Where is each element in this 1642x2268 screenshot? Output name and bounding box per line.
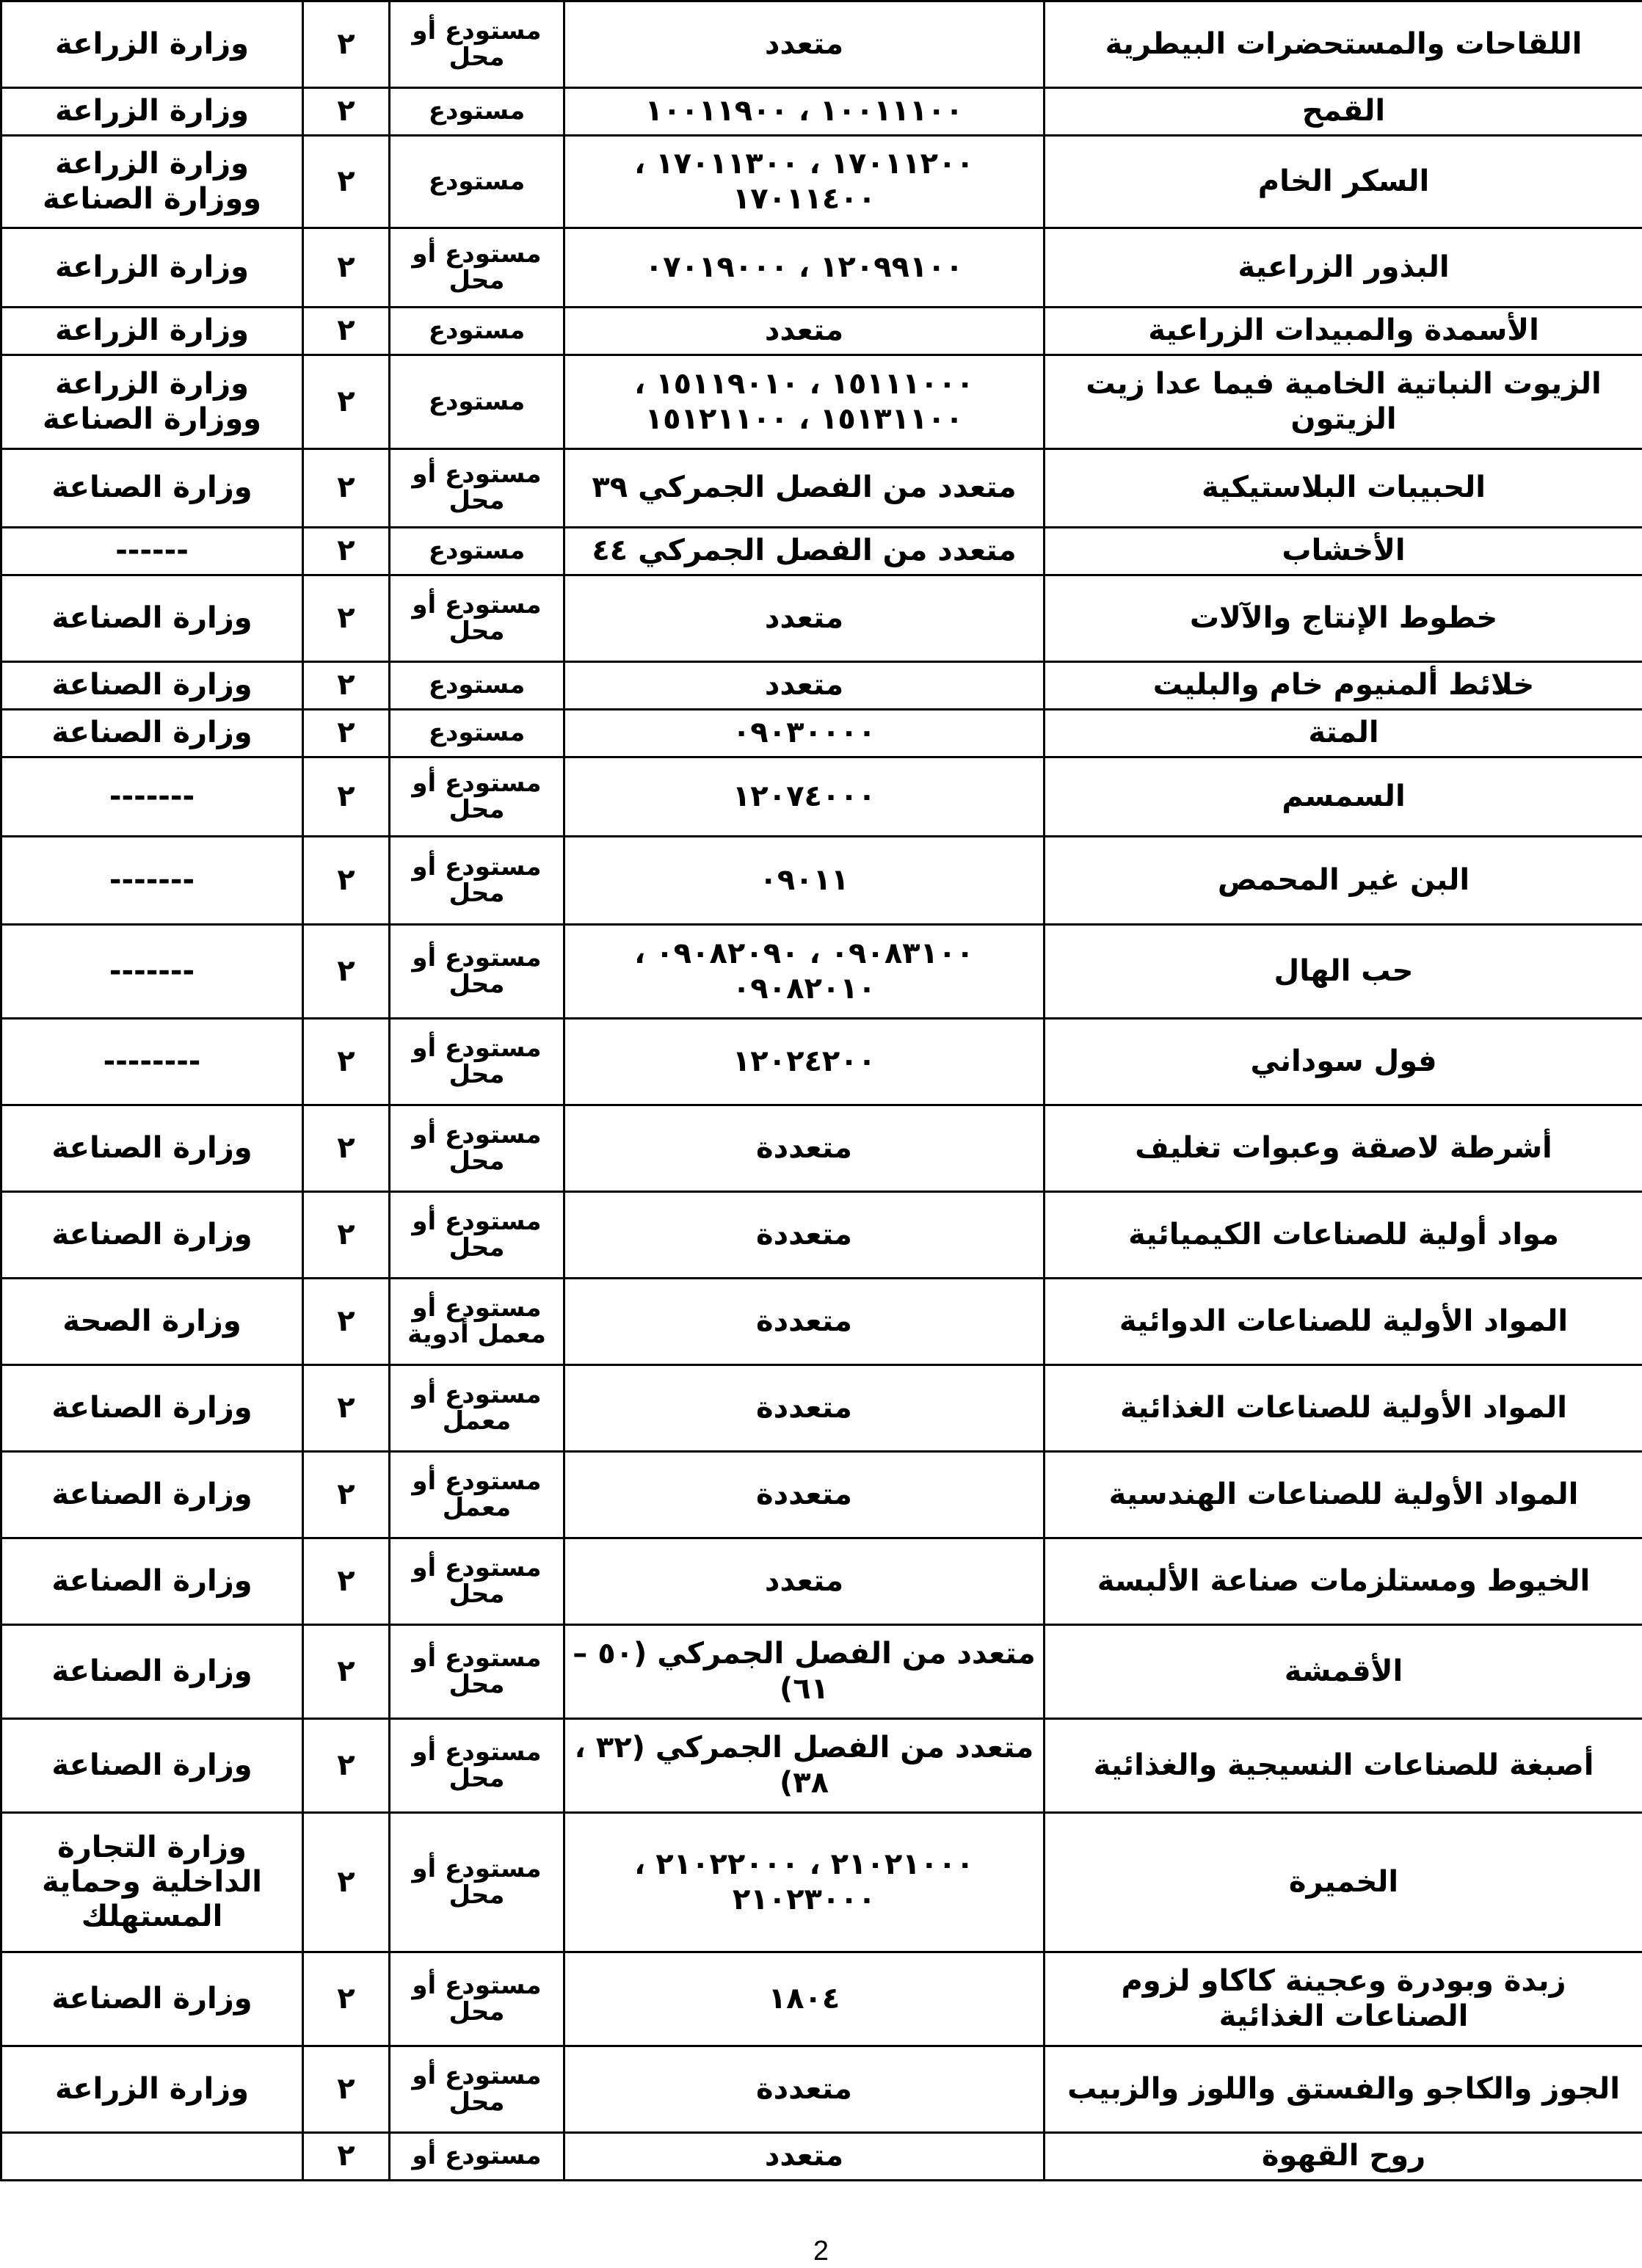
- category-cell: ٢: [303, 662, 390, 710]
- location-cell: مستودع أو محل: [390, 1625, 564, 1719]
- authority-cell: وزارة الصناعة: [1, 1365, 303, 1452]
- category-cell: ٢: [303, 837, 390, 925]
- tariff-code-cell: متعدد: [564, 1, 1045, 88]
- location-cell: مستودع أو محل: [390, 925, 564, 1019]
- category-cell: ٢: [303, 308, 390, 355]
- authority-cell: -------: [1, 837, 303, 925]
- item-cell: أصبغة للصناعات النسيجية والغذائية: [1045, 1719, 1642, 1813]
- item-cell: الزيوت النباتية الخامية فيما عدا زيت الزيتون: [1045, 355, 1642, 449]
- tariff-code-cell: ١٢٠٧٤٠٠٠: [564, 757, 1045, 837]
- tariff-code-cell: متعدد: [564, 575, 1045, 662]
- location-cell: مستودع أو معمل: [390, 1365, 564, 1452]
- table-row: [1, 2133, 1642, 2181]
- location-cell: مستودع أو: [390, 2133, 564, 2181]
- category-cell: ٢: [303, 757, 390, 837]
- tariff-code-cell: ١٥١١١٠٠٠ ، ١٥١١٩٠١٠ ، ١٥١٣١١٠٠ ، ١٥١٢١١٠٠: [564, 355, 1045, 449]
- authority-cell: وزارة الصناعة: [1, 1452, 303, 1538]
- tariff-code-cell: متعددة: [564, 1452, 1045, 1538]
- category-cell: ٢: [303, 1, 390, 88]
- authority-cell: وزارة الصناعة: [1, 1105, 303, 1192]
- item-cell: مواد أولية للصناعات الكيميائية: [1045, 1192, 1642, 1279]
- table-row: [1, 136, 1642, 228]
- item-cell: اللقاحات والمستحضرات البيطرية: [1045, 1, 1642, 88]
- location-cell: مستودع أو محل: [390, 1719, 564, 1813]
- location-cell: مستودع أو محل: [390, 757, 564, 837]
- item-cell: المواد الأولية للصناعات الهندسية: [1045, 1452, 1642, 1538]
- item-cell: المتة: [1045, 710, 1642, 757]
- authority-cell: وزارة الزراعة: [1, 88, 303, 136]
- category-cell: ٢: [303, 575, 390, 662]
- table-row: [1, 1365, 1642, 1452]
- table-row: [1, 528, 1642, 575]
- authority-cell: وزارة التجارة الداخلية وحماية المستهلك: [1, 1813, 303, 1952]
- authority-cell: وزارة الصناعة: [1, 1538, 303, 1625]
- table-row: [1, 1279, 1642, 1365]
- category-cell: ٢: [303, 2046, 390, 2133]
- item-cell: أشرطة لاصقة وعبوات تغليف: [1045, 1105, 1642, 1192]
- category-cell: ٢: [303, 1538, 390, 1625]
- location-cell: مستودع: [390, 88, 564, 136]
- tariff-code-cell: متعددة: [564, 2046, 1045, 2133]
- tariff-code-cell: ٠٩٠٣٠٠٠٠: [564, 710, 1045, 757]
- item-cell: الخميرة: [1045, 1813, 1642, 1952]
- authority-cell: وزارة الزراعة: [1, 308, 303, 355]
- table-row: [1, 1952, 1642, 2046]
- category-cell: ٢: [303, 1365, 390, 1452]
- tariff-code-cell: متعدد من الفصل الجمركي (٥٠ – ٦١): [564, 1625, 1045, 1719]
- location-cell: مستودع أو محل: [390, 1192, 564, 1279]
- category-cell: ٢: [303, 710, 390, 757]
- table-row: [1, 1192, 1642, 1279]
- location-cell: مستودع أو محل: [390, 1952, 564, 2046]
- tariff-code-cell: متعددة: [564, 1279, 1045, 1365]
- table-row: [1, 662, 1642, 710]
- table-row: [1, 308, 1642, 355]
- tariff-code-cell: متعددة: [564, 1105, 1045, 1192]
- table-row: [1, 575, 1642, 662]
- tariff-code-cell: متعددة: [564, 1365, 1045, 1452]
- table-row: [1, 1452, 1642, 1538]
- category-cell: ٢: [303, 1105, 390, 1192]
- table-row: [1, 837, 1642, 925]
- tariff-code-cell: متعددة: [564, 1192, 1045, 1279]
- authority-cell: --------: [1, 1019, 303, 1105]
- tariff-code-cell: ١٢٠٩٩١٠٠ ، ٠٧٠١٩٠٠٠: [564, 228, 1045, 308]
- tariff-code-cell: متعدد من الفصل الجمركي (٣٢ ، ٣٨): [564, 1719, 1045, 1813]
- tariff-code-cell: ٠٩٠١١: [564, 837, 1045, 925]
- authority-cell: وزارة الصناعة: [1, 1952, 303, 2046]
- item-cell: فول سوداني: [1045, 1019, 1642, 1105]
- table-row: [1, 925, 1642, 1019]
- table-row: [1, 1105, 1642, 1192]
- tariff-code-cell: ١٨٠٤: [564, 1952, 1045, 2046]
- page-number: 2: [813, 2236, 829, 2267]
- table-row: [1, 1538, 1642, 1625]
- table-row: [1, 228, 1642, 308]
- item-cell: حب الهال: [1045, 925, 1642, 1019]
- authority-cell: وزارة الصناعة: [1, 1625, 303, 1719]
- category-cell: ٢: [303, 136, 390, 228]
- location-cell: مستودع أو محل: [390, 449, 564, 528]
- tariff-code-cell: ١٢٠٢٤٢٠٠: [564, 1019, 1045, 1105]
- tariff-code-cell: متعدد من الفصل الجمركي ٣٩: [564, 449, 1045, 528]
- authority-cell: [1, 2133, 303, 2181]
- item-cell: خلائط ألمنيوم خام والبليت: [1045, 662, 1642, 710]
- table-row: [1, 1625, 1642, 1719]
- authority-cell: ------: [1, 528, 303, 575]
- tariff-code-cell: متعدد: [564, 2133, 1045, 2181]
- authority-cell: وزارة الصناعة: [1, 575, 303, 662]
- authority-cell: وزارة الزراعة: [1, 228, 303, 308]
- category-cell: ٢: [303, 1625, 390, 1719]
- category-cell: ٢: [303, 1952, 390, 2046]
- location-cell: مستودع أو محل: [390, 1538, 564, 1625]
- category-cell: ٢: [303, 1813, 390, 1952]
- location-cell: مستودع أو محل: [390, 2046, 564, 2133]
- category-cell: ٢: [303, 449, 390, 528]
- table-row: [1, 710, 1642, 757]
- authority-cell: وزارة الصحة: [1, 1279, 303, 1365]
- table-row: [1, 1719, 1642, 1813]
- item-cell: القمح: [1045, 88, 1642, 136]
- tariff-code-cell: ١٧٠١١٢٠٠ ، ١٧٠١١٣٠٠ ، ١٧٠١١٤٠٠: [564, 136, 1045, 228]
- item-cell: البذور الزراعية: [1045, 228, 1642, 308]
- tariff-code-cell: متعدد: [564, 308, 1045, 355]
- location-cell: مستودع أو معمل أدوية: [390, 1279, 564, 1365]
- table-body: [1, 1, 1642, 2181]
- location-cell: مستودع أو معمل: [390, 1452, 564, 1538]
- tariff-code-cell: ٠٩٠٨٣١٠٠ ، ٠٩٠٨٢٠٩٠ ، ٠٩٠٨٢٠١٠: [564, 925, 1045, 1019]
- table-row: [1, 1813, 1642, 1952]
- location-cell: مستودع: [390, 355, 564, 449]
- location-cell: مستودع أو محل: [390, 837, 564, 925]
- table-row: [1, 355, 1642, 449]
- authority-cell: وزارة الصناعة: [1, 1719, 303, 1813]
- item-cell: الجوز والكاجو والفستق واللوز والزبيب: [1045, 2046, 1642, 2133]
- location-cell: مستودع أو محل: [390, 1019, 564, 1105]
- item-cell: البن غير المحمص: [1045, 837, 1642, 925]
- location-cell: مستودع أو محل: [390, 228, 564, 308]
- category-cell: ٢: [303, 355, 390, 449]
- location-cell: مستودع: [390, 710, 564, 757]
- category-cell: ٢: [303, 1279, 390, 1365]
- item-cell: زبدة وبودرة وعجينة كاكاو لزوم الصناعات الغذائية: [1045, 1952, 1642, 2046]
- category-cell: ٢: [303, 1719, 390, 1813]
- category-cell: ٢: [303, 1019, 390, 1105]
- item-cell: الأخشاب: [1045, 528, 1642, 575]
- location-cell: مستودع: [390, 308, 564, 355]
- table-row: [1, 1019, 1642, 1105]
- item-cell: الأسمدة والمبيدات الزراعية: [1045, 308, 1642, 355]
- authority-cell: وزارة الصناعة: [1, 662, 303, 710]
- authority-cell: وزارة الصناعة: [1, 710, 303, 757]
- authority-cell: -------: [1, 757, 303, 837]
- table-row: [1, 88, 1642, 136]
- location-cell: مستودع أو محل: [390, 1105, 564, 1192]
- tariff-code-cell: ١٠٠١١١٠٠ ، ١٠٠١١٩٠٠: [564, 88, 1045, 136]
- tariff-code-cell: ٢١٠٢١٠٠٠ ، ٢١٠٢٢٠٠٠ ، ٢١٠٢٣٠٠٠: [564, 1813, 1045, 1952]
- location-cell: مستودع أو محل: [390, 1, 564, 88]
- location-cell: مستودع: [390, 136, 564, 228]
- item-cell: خطوط الإنتاج والآلات: [1045, 575, 1642, 662]
- tariff-code-cell: متعدد: [564, 662, 1045, 710]
- location-cell: مستودع: [390, 528, 564, 575]
- category-cell: ٢: [303, 228, 390, 308]
- item-cell: الحبيبات البلاستيكية: [1045, 449, 1642, 528]
- table-row: [1, 2046, 1642, 2133]
- category-cell: ٢: [303, 925, 390, 1019]
- item-cell: السمسم: [1045, 757, 1642, 837]
- location-cell: مستودع أو محل: [390, 1813, 564, 1952]
- table-row: [1, 449, 1642, 528]
- item-cell: المواد الأولية للصناعات الغذائية: [1045, 1365, 1642, 1452]
- category-cell: ٢: [303, 2133, 390, 2181]
- authority-cell: -------: [1, 925, 303, 1019]
- item-cell: المواد الأولية للصناعات الدوائية: [1045, 1279, 1642, 1365]
- category-cell: ٢: [303, 88, 390, 136]
- table-row: [1, 757, 1642, 837]
- tariff-code-cell: متعدد: [564, 1538, 1045, 1625]
- location-cell: مستودع أو محل: [390, 575, 564, 662]
- category-cell: ٢: [303, 1192, 390, 1279]
- table-row: [1, 1, 1642, 88]
- authority-cell: وزارة الصناعة: [1, 449, 303, 528]
- item-cell: السكر الخام: [1045, 136, 1642, 228]
- tariff-code-cell: متعدد من الفصل الجمركي ٤٤: [564, 528, 1045, 575]
- authority-cell: وزارة الزراعة: [1, 2046, 303, 2133]
- item-cell: الأقمشة: [1045, 1625, 1642, 1719]
- category-cell: ٢: [303, 528, 390, 575]
- item-cell: روح القهوة: [1045, 2133, 1642, 2181]
- item-cell: الخيوط ومستلزمات صناعة الألبسة: [1045, 1538, 1642, 1625]
- location-cell: مستودع: [390, 662, 564, 710]
- authority-cell: وزارة الزراعة: [1, 1, 303, 88]
- authority-cell: وزارة الصناعة: [1, 1192, 303, 1279]
- authority-cell: وزارة الزراعة ووزارة الصناعة: [1, 136, 303, 228]
- authority-cell: وزارة الزراعة ووزارة الصناعة: [1, 355, 303, 449]
- category-cell: ٢: [303, 1452, 390, 1538]
